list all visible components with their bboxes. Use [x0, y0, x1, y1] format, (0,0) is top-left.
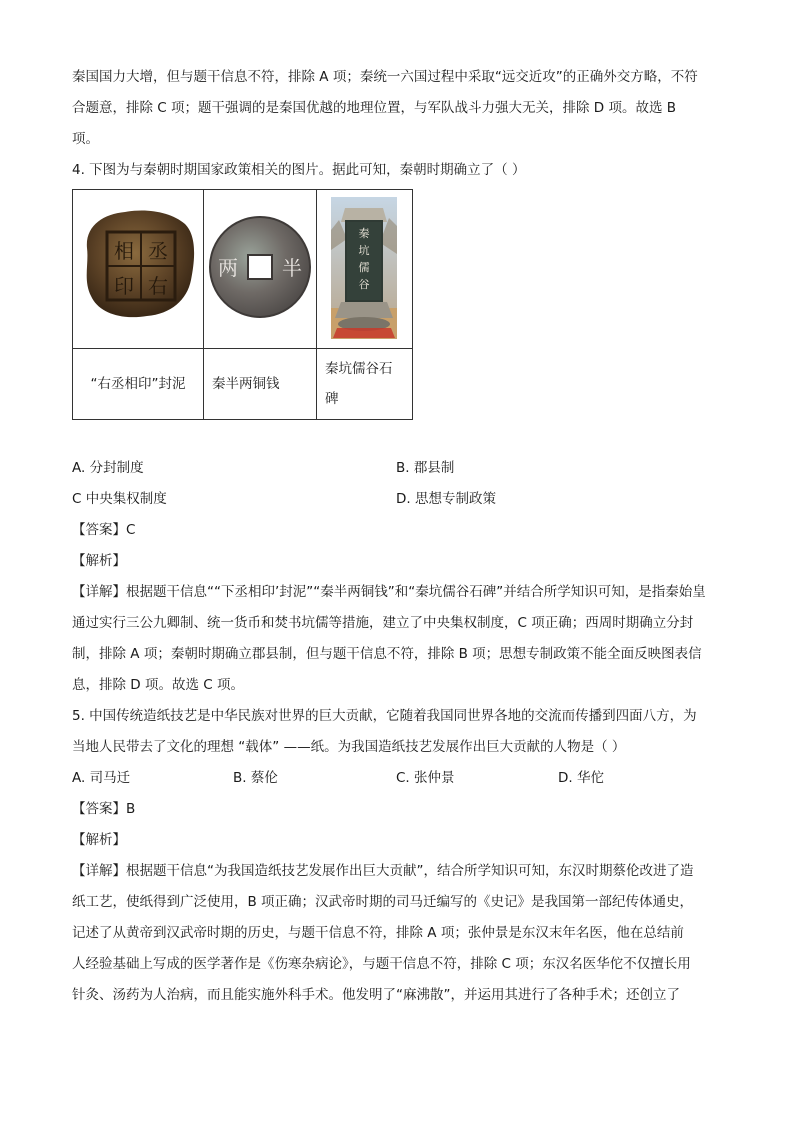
caption-stele: 秦坑儒谷石碑 [317, 349, 413, 420]
q4-detail-line-4: 息，排除 D 项。故选 C 项。 [72, 677, 244, 693]
caption-seal: “右丞相印”封泥 [73, 349, 204, 420]
seal-char-2: 丞 [148, 239, 168, 263]
q4-detail-line-3: 制，排除 A 项；秦朝时期确立郡县制，但与题干信息不符，排除 B 项；思想专制政策不能全面反映图表信 [72, 646, 702, 662]
q5-detail-line-4: 人经验基础上写成的医学著作是《伤寒杂病论》，与题干信息不符，排除 C 项；东汉名医华佗不仅擅长用 [72, 956, 691, 972]
prev-explain-line-3: 项。 [72, 131, 99, 147]
q4-analysis-label: 【解析】 [72, 553, 126, 569]
q5-detail-line-5: 针灸、汤药为人治病，而且能实施外科手术。他发明了“麻沸散”，并运用其进行了各种手术；还创立了 [72, 987, 680, 1003]
question-4-figure-table [72, 189, 413, 420]
prev-explain-line-2: 合题意，排除 C 项；题干强调的是秦国优越的地理位置，与军队战斗力强大无关，排除 D 项。故选 B [72, 100, 677, 116]
clay-seal-image [73, 190, 203, 344]
q4-option-c[interactable]: C 中央集权制度 [72, 491, 167, 507]
q5-option-a[interactable]: A. 司马迁 [72, 770, 131, 786]
q4-answer: 【答案】C [72, 522, 136, 538]
seal-image-cell [73, 190, 204, 349]
coin-image-cell [204, 190, 317, 349]
stele-char-1: 秦 [358, 227, 370, 240]
stele-image [317, 190, 412, 344]
q5-option-b[interactable]: B. 蔡伦 [233, 770, 278, 786]
q5-option-c[interactable]: C. 张仲景 [396, 770, 455, 786]
q5-analysis-label: 【解析】 [72, 832, 126, 848]
question-5-stem-line-1: 5. 中国传统造纸技艺是中华民族对世界的巨大贡献，它随着我国同世界各地的交流而传播到四面八方，为 [72, 708, 697, 724]
seal-char-3: 右 [148, 274, 168, 298]
coin-char-left: 两 [218, 256, 238, 280]
question-4-stem: 4. 下图为与秦朝时期国家政策相关的图片。据此可知，秦朝时期确立了（ ） [72, 162, 526, 178]
q5-option-d[interactable]: D. 华佗 [558, 770, 604, 786]
coin-char-right: 半 [282, 256, 302, 280]
question-5-options-row [72, 763, 722, 794]
stele-char-2: 坑 [358, 244, 370, 257]
q4-option-a[interactable]: A. 分封制度 [72, 460, 144, 476]
q4-detail-line-2: 通过实行三公九卿制、统一货币和焚书坑儒等措施，建立了中央集权制度，C 项正确；西周时期确立分封 [72, 615, 694, 631]
document-page [72, 62, 722, 1011]
stele-char-4: 谷 [358, 278, 370, 291]
caption-coin: 秦半两铜钱 [204, 349, 317, 420]
q5-detail-line-3: 记述了从黄帝到汉武帝时期的历史，与题干信息不符，排除 A 项；张仲景是东汉末年名医，他在总结前 [72, 925, 684, 941]
prev-explain-line-1: 秦国国力大增，但与题干信息不符，排除 A 项；秦统一六国过程中采取“远交近攻”的正确外交方略，不符 [72, 69, 698, 85]
question-4-options-row-2 [72, 484, 722, 515]
stele-image-cell [317, 190, 413, 349]
ban-liang-coin-image [204, 190, 316, 344]
q5-answer: 【答案】B [72, 801, 136, 817]
q5-detail-line-2: 纸工艺，使纸得到广泛使用，B 项正确；汉武帝时期的司马迁编写的《史记》是我国第一部纪传体通史， [72, 894, 694, 910]
seal-char-1: 相 [114, 239, 134, 263]
q4-option-b[interactable]: B. 郡县制 [396, 460, 455, 476]
q5-detail-line-1: 【详解】根据题干信息“为我国造纸技艺发展作出巨大贡献”，结合所学知识可知，东汉时期蔡伦改进了造 [72, 863, 694, 879]
stele-char-3: 儒 [358, 261, 370, 274]
q4-detail-line-1: 【详解】根据题干信息““下丞相印’封泥”“秦半两铜钱”和“秦坑儒谷石碑”并结合所学知识可知，是指秦始皇 [72, 584, 706, 600]
q4-option-d[interactable]: D. 思想专制政策 [396, 491, 496, 507]
question-4-options-row-1 [72, 453, 722, 484]
seal-char-4: 印 [114, 274, 134, 298]
question-5-stem-line-2: 当地人民带去了文化的理想 “载体” ——纸。为我国造纸技艺发展作出巨大贡献的人物是（ ） [72, 739, 626, 755]
